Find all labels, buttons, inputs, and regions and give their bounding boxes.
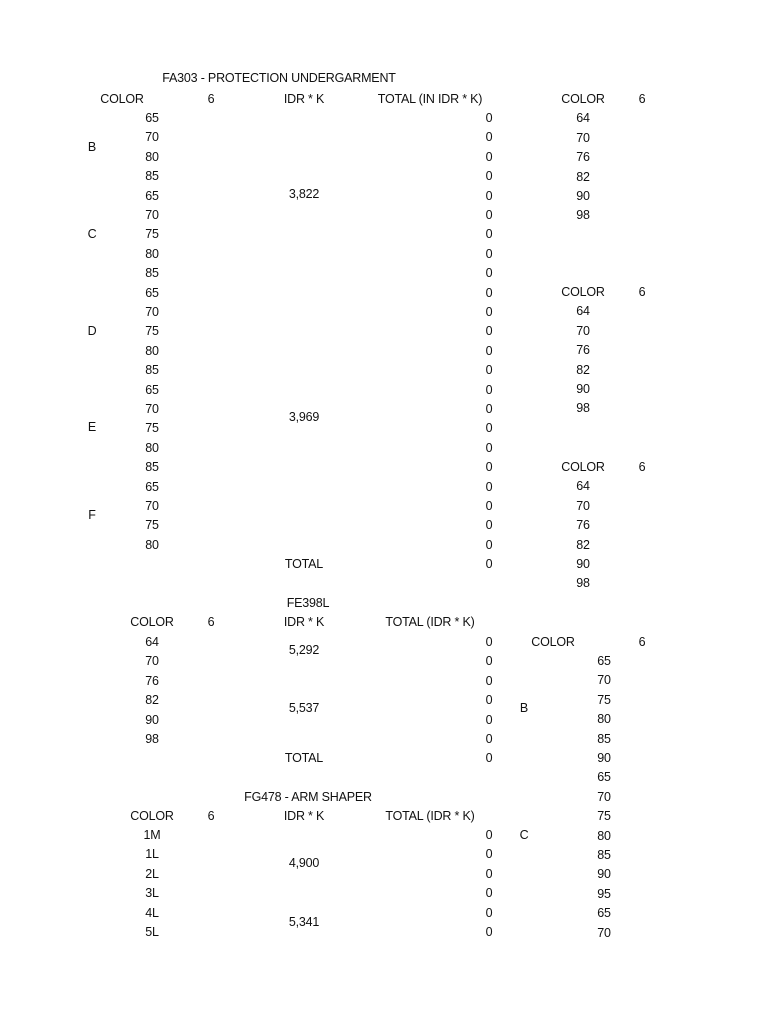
section1-size-cell: 80 <box>145 149 159 164</box>
section2-size-cell: 76 <box>145 673 159 688</box>
section1-total-cell: 0 <box>485 343 493 358</box>
right-bottom-size-cell: 70 <box>597 789 611 804</box>
right-group-size-cell: 90 <box>576 189 590 203</box>
section1-size-cell: 75 <box>145 227 159 242</box>
section1-size-cell: 65 <box>145 111 159 125</box>
section1-price-2: 3,969 <box>288 410 320 424</box>
section1-size-cell: 85 <box>145 266 159 281</box>
section2-total-cell: 0 <box>485 712 493 727</box>
right-bottom-cup-label: B <box>519 701 529 715</box>
right-bottom-size-cell: 80 <box>597 828 611 843</box>
section1-total-cell: 0 <box>485 130 493 145</box>
section1-total-cell: 0 <box>485 169 493 184</box>
right-bottom-size-cell: 80 <box>597 712 611 727</box>
section1-total-cell: 0 <box>485 305 493 319</box>
right-group-size-cell: 82 <box>576 537 590 552</box>
right-bottom-size-cell: 85 <box>597 731 611 746</box>
section1-total-cell: 0 <box>485 518 493 533</box>
right-group-color-count: 6 <box>638 92 646 106</box>
right-group-color-count: 6 <box>638 285 646 299</box>
right-group-size-cell: 76 <box>576 343 590 358</box>
section1-size-cell: 85 <box>145 169 159 184</box>
right-bottom-size-cell: 90 <box>597 751 611 765</box>
right-bottom-size-cell: 70 <box>597 925 611 940</box>
right-group-size-cell: 64 <box>576 479 590 494</box>
section1-total-cell: 0 <box>485 285 493 300</box>
section3-total-cell: 0 <box>485 866 493 881</box>
right-bottom-size-cell: 70 <box>597 673 611 688</box>
section1-total-cell: 0 <box>485 440 493 455</box>
section3-color-count: 6 <box>207 809 215 823</box>
right-bottom-size-cell: 75 <box>597 809 611 824</box>
right-group-color-header: COLOR <box>561 285 605 299</box>
section2-price-header: IDR * K <box>283 615 325 629</box>
section1-size-cell: 65 <box>145 479 159 494</box>
right-group-size-cell: 98 <box>576 208 590 223</box>
section2-total-cell: 0 <box>485 693 493 708</box>
section1-size-cell: 80 <box>145 246 159 261</box>
section1-total-cell: 0 <box>485 149 493 164</box>
section2-color-count: 6 <box>207 615 215 629</box>
right-bottom-size-cell: 65 <box>597 654 611 668</box>
section2-total-cell: 0 <box>485 673 493 688</box>
section1-price-header: IDR * K <box>283 92 325 106</box>
right-group-size-cell: 70 <box>576 130 590 145</box>
section1-total-cell: 0 <box>485 324 493 339</box>
right-group-size-cell: 82 <box>576 362 590 377</box>
right-group-size-cell: 76 <box>576 150 590 165</box>
right-group-size-cell: 70 <box>576 323 590 338</box>
section3-price-2: 5,341 <box>288 915 320 929</box>
right-bottom-size-cell: 85 <box>597 848 611 862</box>
section1-total-cell: 0 <box>485 499 493 513</box>
section3-price-1: 4,900 <box>288 856 320 870</box>
section3-size-cell: 4L <box>145 905 159 920</box>
right-group-size-cell: 90 <box>576 382 590 396</box>
section1-total-cell: 0 <box>485 111 493 125</box>
section1-cup-label: E <box>87 420 97 434</box>
right-bottom-cup-label: C <box>519 828 529 842</box>
section2-price-2: 5,537 <box>288 701 320 715</box>
right-group-color-header: COLOR <box>561 460 605 474</box>
section1-color-header: COLOR <box>100 92 144 106</box>
section1-grand-total: 0 <box>485 557 493 571</box>
right-group-color-count: 6 <box>638 460 646 474</box>
section2-total-header: TOTAL (IDR * K) <box>385 615 475 629</box>
right-bottom-size-cell: 95 <box>597 886 611 901</box>
section3-size-cell: 3L <box>145 886 159 901</box>
section1-total-cell: 0 <box>485 227 493 242</box>
section1-total-header: TOTAL (IN IDR * K) <box>377 92 483 106</box>
section1-total-cell: 0 <box>485 537 493 552</box>
right-group-size-cell: 64 <box>576 304 590 319</box>
right-group-size-cell: 82 <box>576 169 590 184</box>
section1-size-cell: 70 <box>145 130 159 145</box>
section1-total-label: TOTAL <box>284 557 324 571</box>
right-group-size-cell: 98 <box>576 576 590 591</box>
section1-cup-label: D <box>87 324 97 338</box>
right-group-size-cell: 64 <box>576 111 590 126</box>
right-group-size-cell: 98 <box>576 401 590 416</box>
section1-title: FA303 - PROTECTION UNDERGARMENT <box>162 71 396 85</box>
right-group-size-cell: 70 <box>576 498 590 513</box>
section1-total-cell: 0 <box>485 382 493 397</box>
section3-size-cell: 1L <box>145 847 159 862</box>
section3-color-header: COLOR <box>130 809 174 823</box>
section1-size-cell: 80 <box>145 440 159 455</box>
section1-total-cell: 0 <box>485 363 493 378</box>
section1-total-cell: 0 <box>485 208 493 222</box>
section1-size-cell: 80 <box>145 537 159 552</box>
section1-total-cell: 0 <box>485 246 493 261</box>
section1-size-cell: 70 <box>145 499 159 513</box>
section2-size-cell: 82 <box>145 693 159 708</box>
section1-total-cell: 0 <box>485 402 493 416</box>
section2-grand-total: 0 <box>485 751 493 765</box>
right-group-color-header: COLOR <box>561 92 605 106</box>
section3-size-cell: 2L <box>145 866 159 881</box>
section1-color-count: 6 <box>207 92 215 106</box>
section2-total-cell: 0 <box>485 635 493 649</box>
section2-total-cell: 0 <box>485 732 493 746</box>
section2-total-label: TOTAL <box>284 751 324 765</box>
section2-title: FE398L <box>286 596 330 610</box>
section1-size-cell: 80 <box>145 343 159 358</box>
section3-total-cell: 0 <box>485 905 493 920</box>
section1-size-cell: 65 <box>145 382 159 397</box>
section2-color-header: COLOR <box>130 615 174 629</box>
section1-total-cell: 0 <box>485 460 493 475</box>
section1-cup-label: C <box>87 227 97 241</box>
right-group-size-cell: 76 <box>576 518 590 533</box>
section2-size-cell: 98 <box>145 732 159 746</box>
section1-size-cell: 70 <box>145 402 159 416</box>
right-bottom-size-cell: 65 <box>597 770 611 785</box>
section3-total-cell: 0 <box>485 847 493 862</box>
section1-size-cell: 75 <box>145 324 159 339</box>
section2-size-cell: 64 <box>145 635 159 649</box>
section3-size-cell: 1M <box>143 828 161 842</box>
section1-cup-label: B <box>87 140 97 154</box>
right-bottom-size-cell: 75 <box>597 692 611 707</box>
right-bottom-color-header: COLOR <box>531 635 575 649</box>
section3-total-header: TOTAL (IDR * K) <box>385 809 475 823</box>
section3-title: FG478 - ARM SHAPER <box>244 790 372 804</box>
right-bottom-color-count: 6 <box>638 635 646 649</box>
right-bottom-size-cell: 90 <box>597 867 611 882</box>
section2-size-cell: 70 <box>145 654 159 669</box>
section3-price-header: IDR * K <box>283 809 325 823</box>
section1-size-cell: 70 <box>145 208 159 222</box>
section1-size-cell: 75 <box>145 518 159 533</box>
section1-size-cell: 65 <box>145 188 159 203</box>
section1-size-cell: 65 <box>145 285 159 300</box>
right-group-size-cell: 90 <box>576 557 590 571</box>
section1-total-cell: 0 <box>485 266 493 281</box>
section1-price-1: 3,822 <box>288 187 320 201</box>
section3-total-cell: 0 <box>485 828 493 842</box>
section1-size-cell: 85 <box>145 460 159 475</box>
right-bottom-size-cell: 65 <box>597 906 611 921</box>
section2-size-cell: 90 <box>145 712 159 727</box>
section1-cup-label: F <box>88 508 96 522</box>
section1-total-cell: 0 <box>485 188 493 203</box>
section3-total-cell: 0 <box>485 886 493 901</box>
section3-total-cell: 0 <box>485 925 493 939</box>
section3-size-cell: 5L <box>145 925 159 939</box>
section1-size-cell: 75 <box>145 421 159 436</box>
section2-price-1: 5,292 <box>288 643 320 657</box>
section1-total-cell: 0 <box>485 421 493 436</box>
section2-total-cell: 0 <box>485 654 493 669</box>
section1-total-cell: 0 <box>485 479 493 494</box>
section1-size-cell: 85 <box>145 363 159 378</box>
section1-size-cell: 70 <box>145 305 159 319</box>
